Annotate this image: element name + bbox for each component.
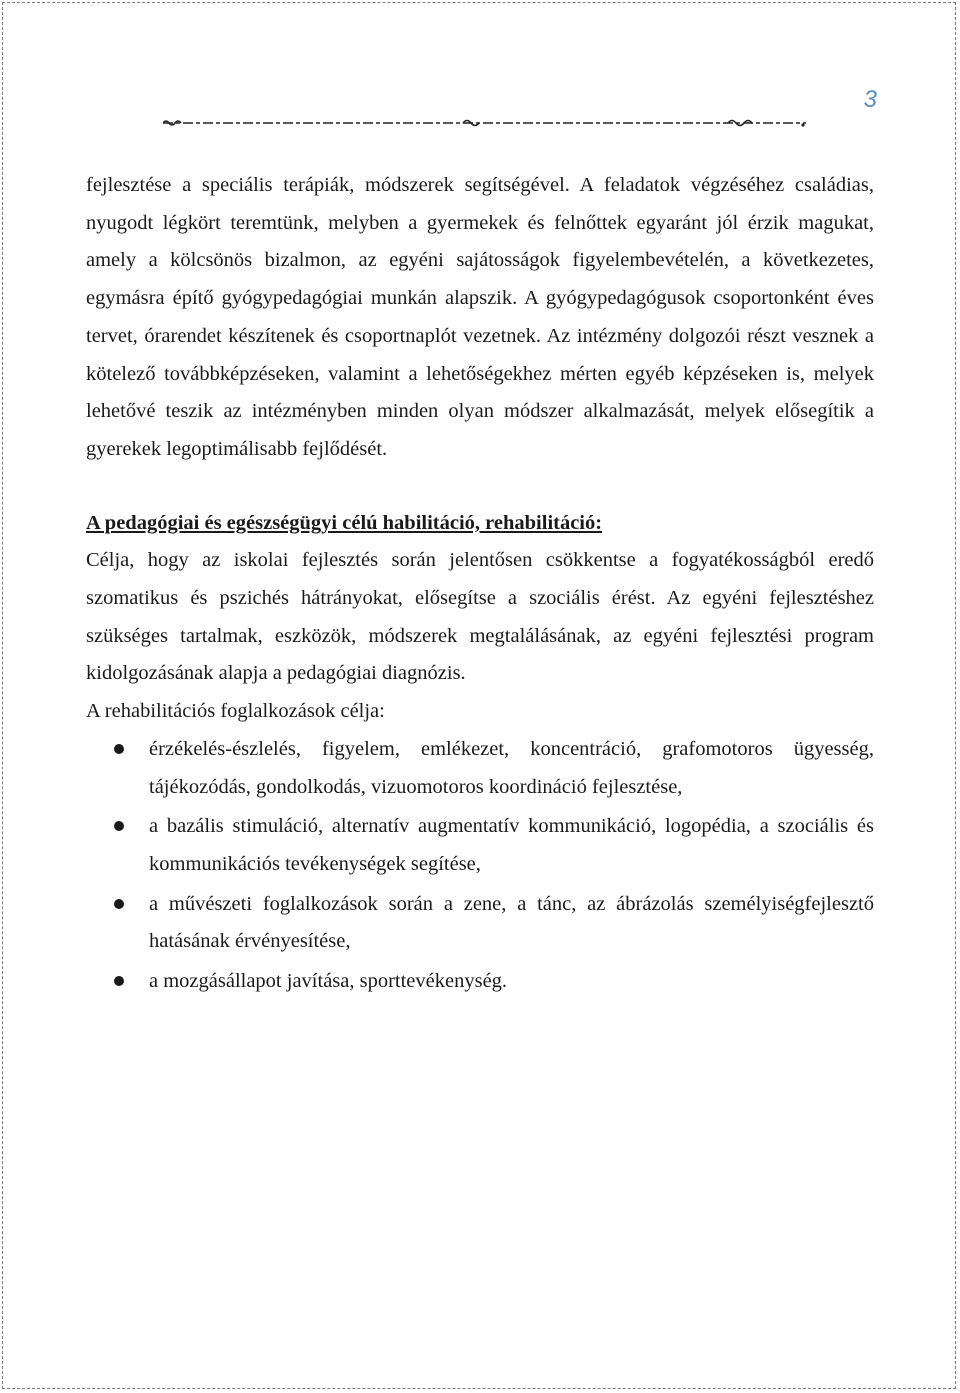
bullet-icon (114, 899, 124, 909)
list-item (86, 886, 874, 961)
section-heading: A pedagógiai és egészségügyi célú habilitáció, rehabilitáció: (86, 511, 603, 534)
list-item (86, 731, 874, 806)
section-paragraph: Célja, hogy az iskolai fejlesztés során jelentősen csökkentse a fogyatékosságból eredő szomatikus és pszichés hátrányokat, elősegítse a szociális érést. Az egyéni fejlesztéshez szükséges tartalmak, eszközök, módszerek megtalálásának, az egyéni fejlesztési program kidolgozásának alapja a pedagógiai diagnózis. (86, 549, 874, 685)
list-item-text: a bazális stimuláció, alternatív augmentatív kommunikáció, logopédia, a szociális és kommunikációs tevékenységek segítése, (149, 815, 874, 875)
bullet-icon (114, 821, 124, 831)
list-item (86, 963, 874, 1001)
list-item (86, 808, 874, 883)
list-item-text: érzékelés-észlelés, figyelem, emlékezet, koncentráció, grafomotoros ügyesség, tájékozódás, gondolkodás, vizuomotoros koordináció fejlesztése, (149, 737, 874, 798)
page-number: 3 (863, 86, 877, 113)
document-body (86, 167, 874, 1003)
list-intro: A rehabilitációs foglalkozások célja: (86, 700, 385, 723)
list-item-text: a művészeti foglalkozások során a zene, a tánc, az ábrázolás személyiségfejlesztő hatásának érvényesítése, (149, 892, 874, 953)
list-item-text: a mozgásállapot javítása, sporttevékenység. (149, 970, 508, 993)
intro-paragraph: fejlesztése a speciális terápiák, módszerek segítségével. A feladatok végzéséhez családias, nyugodt légkört teremtünk, melyben a gyermekek és felnőttek egyaránt jól érzik magukat, amely a kölcsönös bizalmon, az egyéni sajátosságok figyelembevételén, a következetes, egymásra építő gyógypedagógiai munkán alapszik. A gyógypedagógusok csoportonként éves tervet, órarendet készítenek és csoportnaplót vezetnek. Az intézmény dolgozói részt vesznek a kötelező továbbképzéseken, valamint a lehetőségekhez mérten egyéb képzéseken is, melyek lehetővé teszik az intézményben minden olyan módszer alkalmazását, melyek elősegítik a gyerekek legoptimálisabb fejlődését. (86, 174, 874, 460)
header-ornament (163, 116, 806, 130)
bullet-icon (114, 744, 124, 754)
rehab-goals-list (86, 731, 874, 1001)
bullet-icon (114, 976, 124, 986)
